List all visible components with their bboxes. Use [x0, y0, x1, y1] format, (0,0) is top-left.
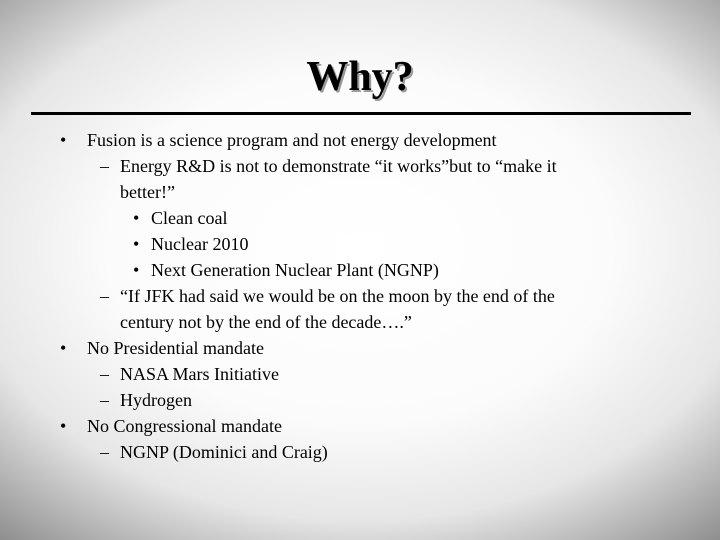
sub-item	[0, 283, 720, 309]
bullet-item	[0, 335, 720, 361]
sub-item-text: NGNP (Dominici and Craig)	[120, 442, 328, 462]
sub-item-text: NASA Mars Initiative	[120, 364, 279, 384]
sub-item-text: Hydrogen	[120, 390, 192, 410]
bullet-marker: •	[60, 338, 67, 358]
sub-item	[0, 361, 720, 387]
sub-sub-item	[0, 205, 720, 231]
dash-marker: –	[100, 364, 109, 384]
sub-item-text: better!”	[120, 182, 175, 202]
dash-marker: –	[100, 390, 109, 410]
bullet-marker: •	[133, 234, 140, 254]
sub-item	[0, 387, 720, 413]
bullet-marker: •	[60, 130, 67, 150]
dash-marker: –	[100, 442, 109, 462]
dash-marker: –	[100, 286, 109, 306]
bullet-marker: •	[133, 208, 140, 228]
bullet-marker: •	[133, 260, 140, 280]
sub-sub-item	[0, 257, 720, 283]
sub-sub-item-text: Nuclear 2010	[151, 234, 249, 254]
slide-body	[0, 127, 720, 465]
sub-item-text: Energy R&D is not to demonstrate “it works”but to “make it	[120, 156, 557, 176]
bullet-item	[0, 127, 720, 153]
title-divider	[31, 112, 691, 115]
bullet-text: Fusion is a science program and not energy development	[87, 130, 497, 150]
sub-item	[0, 439, 720, 465]
sub-item	[0, 153, 720, 179]
sub-sub-item-text: Next Generation Nuclear Plant (NGNP)	[151, 260, 439, 280]
bullet-text: No Congressional mandate	[87, 416, 282, 436]
sub-sub-item-text: Clean coal	[151, 208, 228, 228]
sub-item-continuation	[0, 309, 720, 335]
sub-sub-item	[0, 231, 720, 257]
sub-item-text: “If JFK had said we would be on the moon by the end of the	[120, 286, 555, 306]
slide-title: Why?	[306, 54, 414, 100]
bullet-text: No Presidential mandate	[87, 338, 264, 358]
dash-marker: –	[100, 156, 109, 176]
bullet-marker: •	[60, 416, 67, 436]
sub-item-text: century not by the end of the decade….”	[120, 312, 412, 332]
sub-item-continuation	[0, 179, 720, 205]
bullet-item	[0, 413, 720, 439]
